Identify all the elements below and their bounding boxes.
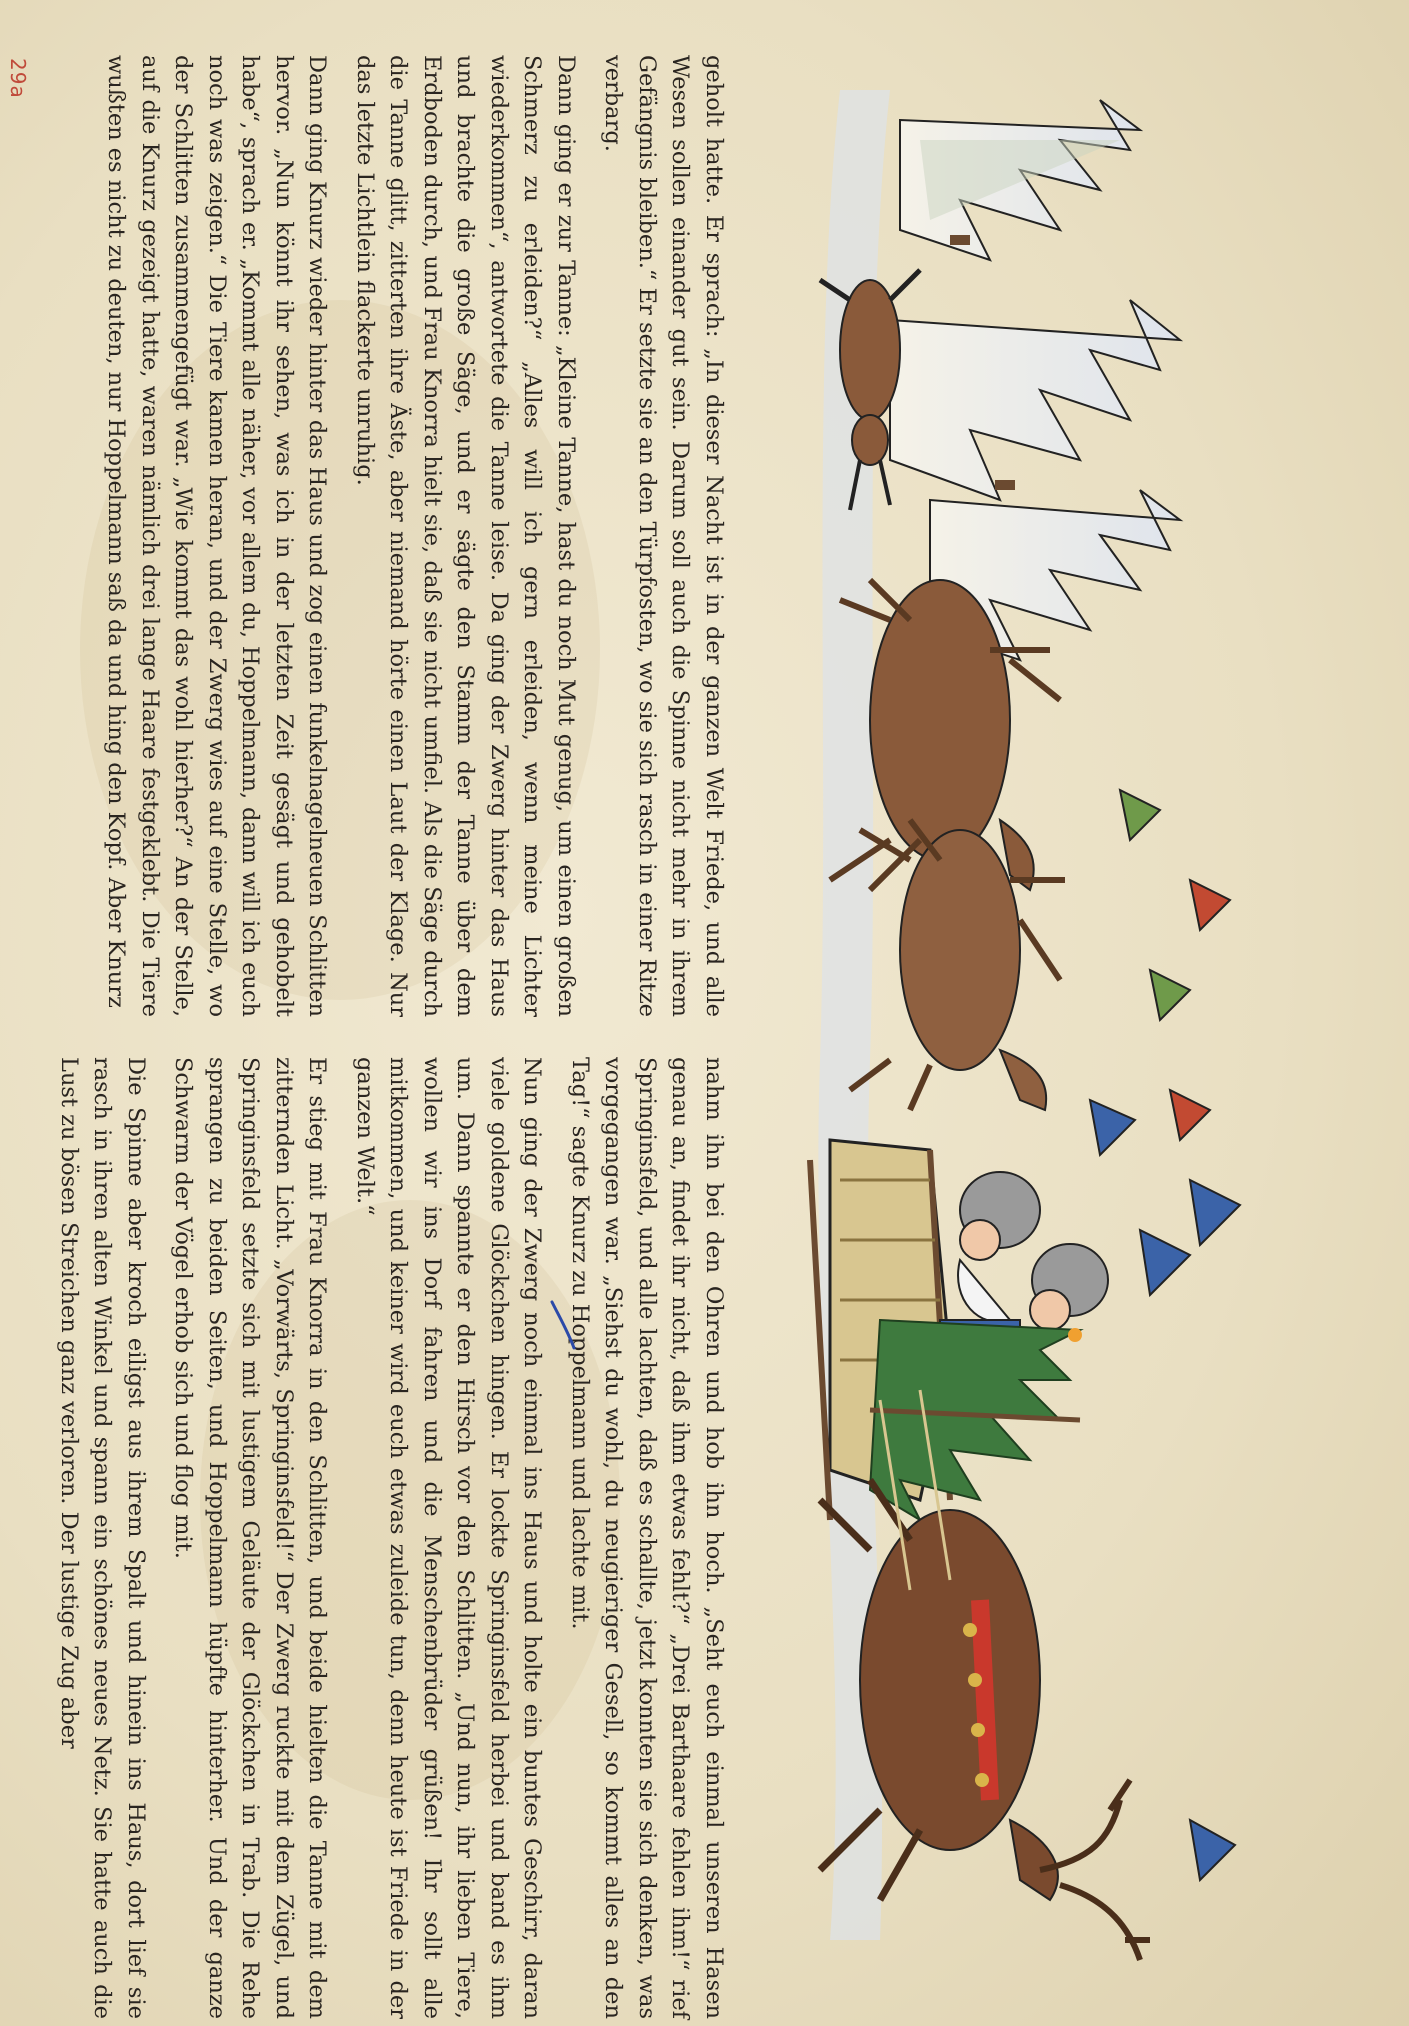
snowy-fir-trees — [890, 100, 1180, 660]
blue-pen-mark — [548, 1298, 578, 1354]
candle-flame — [1068, 1328, 1082, 1342]
fir-tree-icon — [900, 100, 1140, 260]
illustration — [770, 60, 1330, 1980]
trunk — [995, 480, 1015, 490]
bird-icon — [1190, 1180, 1240, 1245]
birds — [1090, 790, 1240, 1880]
bird-icon — [1170, 1090, 1210, 1140]
paragraph: Die Spinne aber kroch eiligst aus ihrem Spalt und hinein ins Haus, dort lief sie rasch in ihren alten Winkel und spann ein schönes neues Netz. Sie hatte auch die Lust zu bösen Streichen ganz verloren. Der lustige Zug aber — [56, 1057, 149, 2019]
paragraph: Nun ging der Zwerg noch einmal ins Haus und holte ein buntes Geschirr, daran viele goldene Glöckchen hingen. Er lockte Springinsfeld herbei und band es ihm um. Dann spannte er den Hirsch vor den Schlitten. „Und nun, ihr lieben Tiere, wollen wir ins Dorf fahren und die Menschenbrüder grüßen! Ihr sollt alle mitkommen, und keiner wird euch etwas zuleide tun, denn heute ist Friede in der ganzen Welt.“ — [352, 1057, 546, 2019]
trunk — [950, 235, 970, 245]
text-column-1 — [90, 55, 730, 1017]
paragraph: Dann ging Knurz wieder hinter das Haus und zog einen funkelnagelneuen Schlitten hervor. „Nun könnt ihr sehen, was ich in der letzten Zeit gesägt und gehobelt habe“, sprach er. „Kommt alle näher, vor allem du, Hoppelmann, dann will ich euch noch was zeigen.“ Die Tiere kamen heran, und der Zwerg wies auf eine Stelle, wo der Schlitten zusammengefügt war. „Wie kommt das wohl hierher?“ An der Stelle, auf die Knurz gezeigt hatte, waren nämlich drei lange Haare festgeklebt. Die Tiere wußten es nicht zu deuten, nur Hoppelmann saß da und hing den Kopf. Aber Knurz — [103, 55, 331, 1017]
bird-icon — [1190, 1820, 1235, 1880]
paragraph: geholt hatte. Er sprach: „In dieser Nacht ist in der ganzen Welt Friede, und alle Wesen sollen einander gut sein. Darum soll auch die Spinne nicht mehr in ihrem Gefängnis bleiben.“ Er setzte sie an den Türpfosten, wo sie sich rasch in einer Ritze verbarg. — [600, 55, 727, 1017]
bird-icon — [1140, 1230, 1190, 1295]
paragraph: nahm ihn bei den Ohren und hob ihn hoch. „Seht euch einmal unseren Hasen genau an, findet ihr nicht, daß ihm etwas fehlt?“ „Drei Barthaare fehlen ihm!“ rief Springinsfeld, und alle lachten, daß es schallte, jetzt konnten sie sich denken, was vorgegangen war. „Siehst du wohl, du neugieriger Gesell, so kommt alles an den Tag!“ sagte Knurz zu Hoppelmann und lachte mit. — [567, 1057, 727, 2019]
bird-icon — [1190, 880, 1230, 930]
paragraph: Dann ging er zur Tanne: „Kleine Tanne, hast du noch Mut genug, um einen großen Schmerz zu erleiden?“ „Alles will ich gern erleiden, wenn meine Lichter wiederkommen“, antwortete die Tanne leise. Da ging der Zwerg hinter das Haus und brachte die große Säge, und er sägte den Stamm der Tanne über dem Erdboden durch, und Frau Knorra hielt sie, daß sie nicht umfiel. Als die Säge durch die Tanne glitt, zitterten ihre Äste, aber niemand hörte einen Laut der Klage. Nur das letzte Lichtlein flackerte unruhig. — [352, 55, 579, 1017]
page-number: 29a — [6, 58, 30, 99]
text-body — [56, 55, 730, 2020]
bird-icon — [1150, 970, 1190, 1020]
bird-icon — [1120, 790, 1160, 840]
fir-tree-icon — [890, 300, 1180, 500]
fir-tree-carried-icon — [870, 1320, 1082, 1520]
text-column-2 — [56, 1057, 730, 2019]
paragraph: Er stieg mit Frau Knorra in den Schlitten, und beide hielten die Tanne mit dem zitternden Licht. „Vorwärts, Springinsfeld!“ Der Zwerg ruckte mit dem Zügel, und Springinsfeld setzte sich mit lustigem Geläute der Glöckchen in Trab. Die Rehe sprangen zu beiden Seiten, und Hoppelmann hüpfte hinterher. Und der ganze Schwarm der Vögel erhob sich und flog mit. — [170, 1057, 331, 2019]
bird-icon — [1090, 1100, 1135, 1155]
